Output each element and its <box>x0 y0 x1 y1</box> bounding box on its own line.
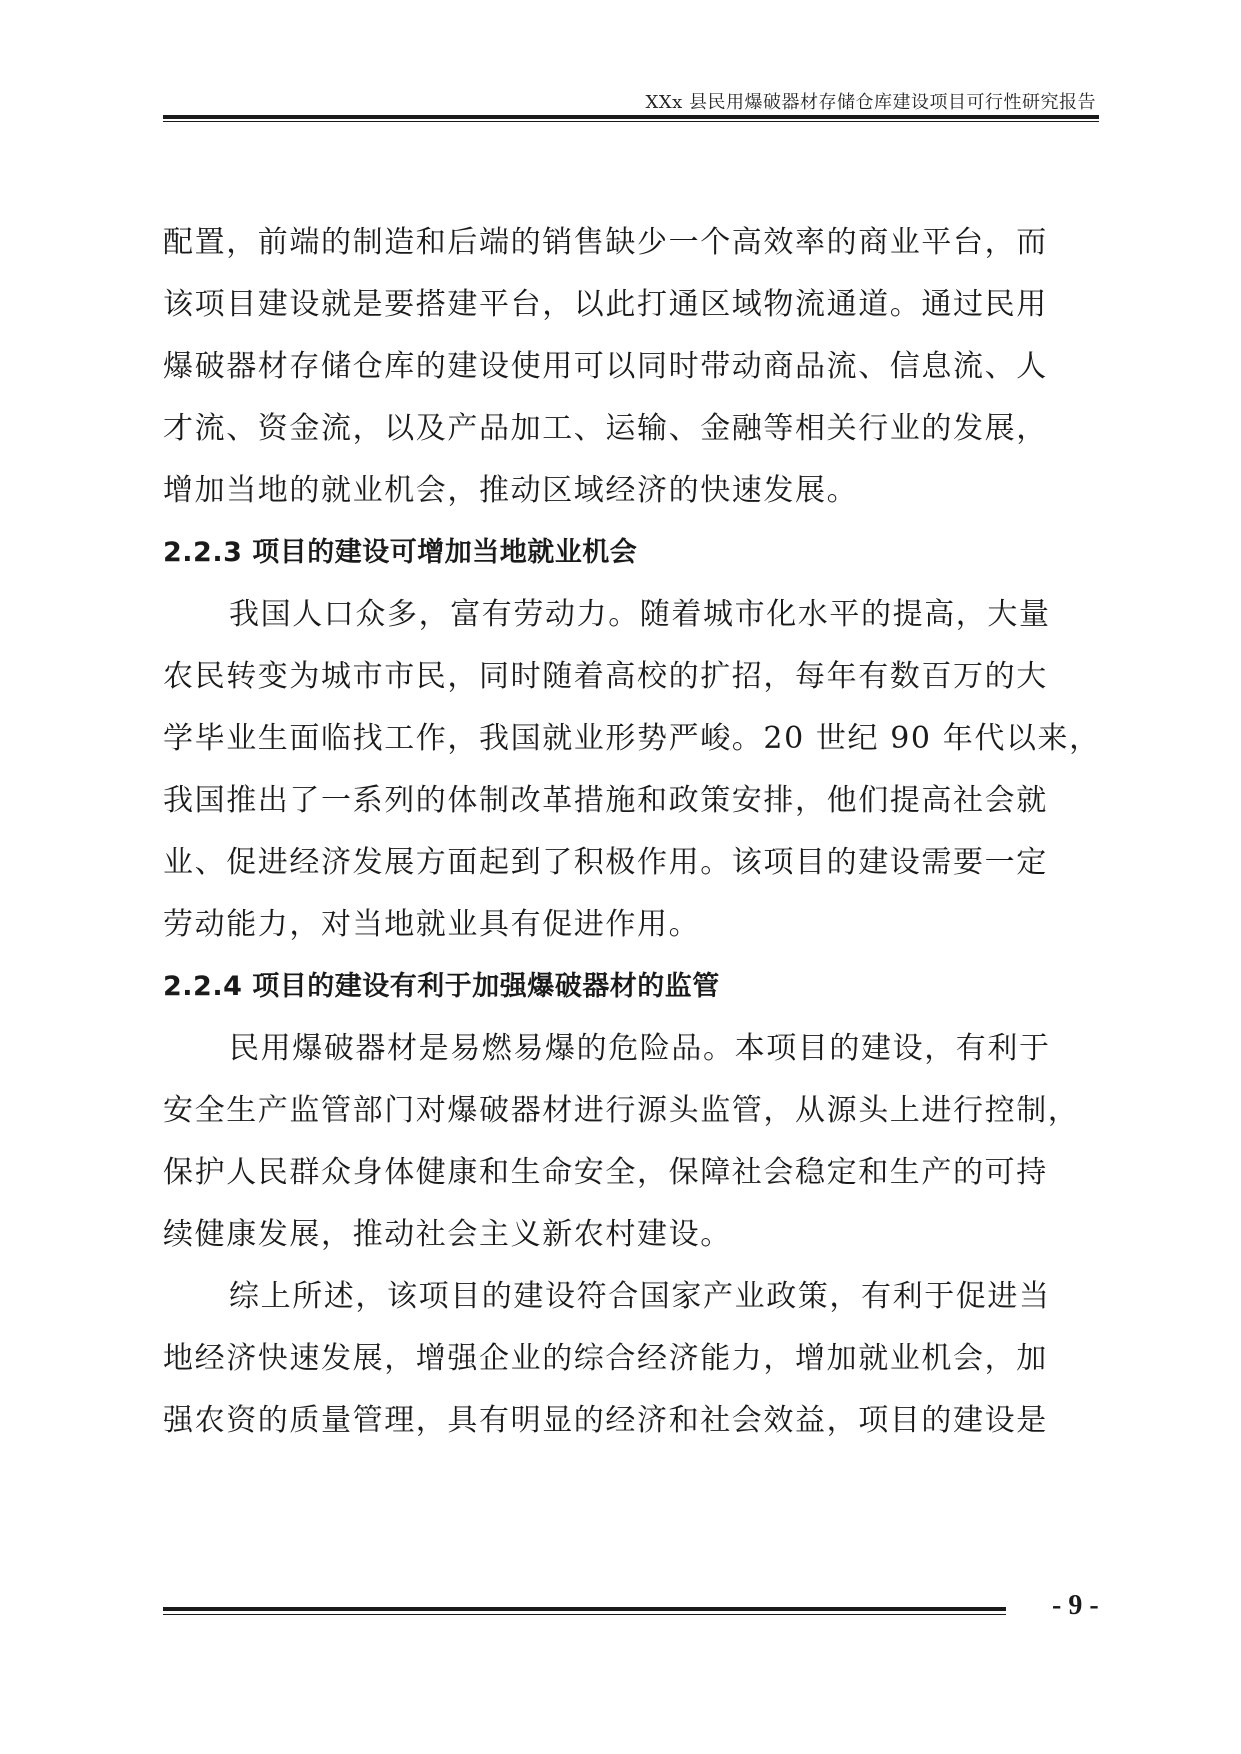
text-line: 爆破器材存储仓库的建设使用可以同时带动商品流、信息流、人 <box>163 349 1048 384</box>
text-line: 强农资的质量管理，具有明显的经济和社会效益，项目的建设是 <box>163 1403 1048 1438</box>
paragraph-supervision <box>163 1018 1093 1266</box>
section-heading-2-2-3: 2.2.3 项目的建设可增加当地就业机会 <box>163 537 638 568</box>
text-line: 我国推出了一系列的体制改革措施和政策安排，他们提高社会就 <box>163 783 1048 818</box>
text-line: 业、促进经济发展方面起到了积极作用。该项目的建设需要一定 <box>163 845 1048 880</box>
text-line: 地经济快速发展，增强企业的综合经济能力，增加就业机会，加 <box>163 1341 1048 1376</box>
header-rule-thick <box>163 115 1099 119</box>
text-line: 农民转变为城市市民，同时随着高校的扩招，每年有数百万的大 <box>163 659 1048 694</box>
text-line: 劳动能力，对当地就业具有促进作用。 <box>163 907 701 942</box>
text-line: 我国人口众多，富有劳动力。随着城市化水平的提高，大量 <box>229 597 1051 632</box>
text-line: 增加当地的就业机会，推动区域经济的快速发展。 <box>163 473 859 508</box>
text-line: 民用爆破器材是易燃易爆的危险品。本项目的建设，有利于 <box>229 1031 1051 1066</box>
text-line: 才流、资金流，以及产品加工、运输、金融等相关行业的发展， <box>163 411 1048 446</box>
text-line: 该项目建设就是要搭建平台，以此打通区域物流通道。通过民用 <box>163 287 1048 322</box>
document-body <box>163 212 1101 1452</box>
paragraph-summary <box>163 1266 1093 1452</box>
text-line: 综上所述，该项目的建设符合国家产业政策，有利于促进当 <box>229 1279 1051 1314</box>
paragraph-employment <box>163 584 1101 956</box>
header-rule-thin <box>163 121 1099 122</box>
text-line: 安全生产监管部门对爆破器材进行源头监管，从源头上进行控制， <box>163 1093 1080 1128</box>
text-line: 保护人民群众身体健康和生命安全，保障社会稳定和生产的可持 <box>163 1155 1048 1190</box>
section-heading-2-2-4: 2.2.4 项目的建设有利于加强爆破器材的监管 <box>163 971 720 1002</box>
text-line: 续健康发展，推动社会主义新农村建设。 <box>163 1217 732 1252</box>
page-number: - 9 - <box>1052 1590 1099 1621</box>
footer-rule-thick <box>163 1607 1006 1611</box>
text-line: 学毕业生面临找工作，我国就业形势严峻。20 世纪 90 年代以来， <box>163 721 1101 756</box>
header-title: XXx 县民用爆破器材存储仓库建设项目可行性研究报告 <box>645 92 1096 113</box>
footer-rule-thin <box>163 1614 1006 1615</box>
paragraph-platform <box>163 212 1093 522</box>
text-line: 配置，前端的制造和后端的销售缺少一个高效率的商业平台，而 <box>163 225 1048 260</box>
